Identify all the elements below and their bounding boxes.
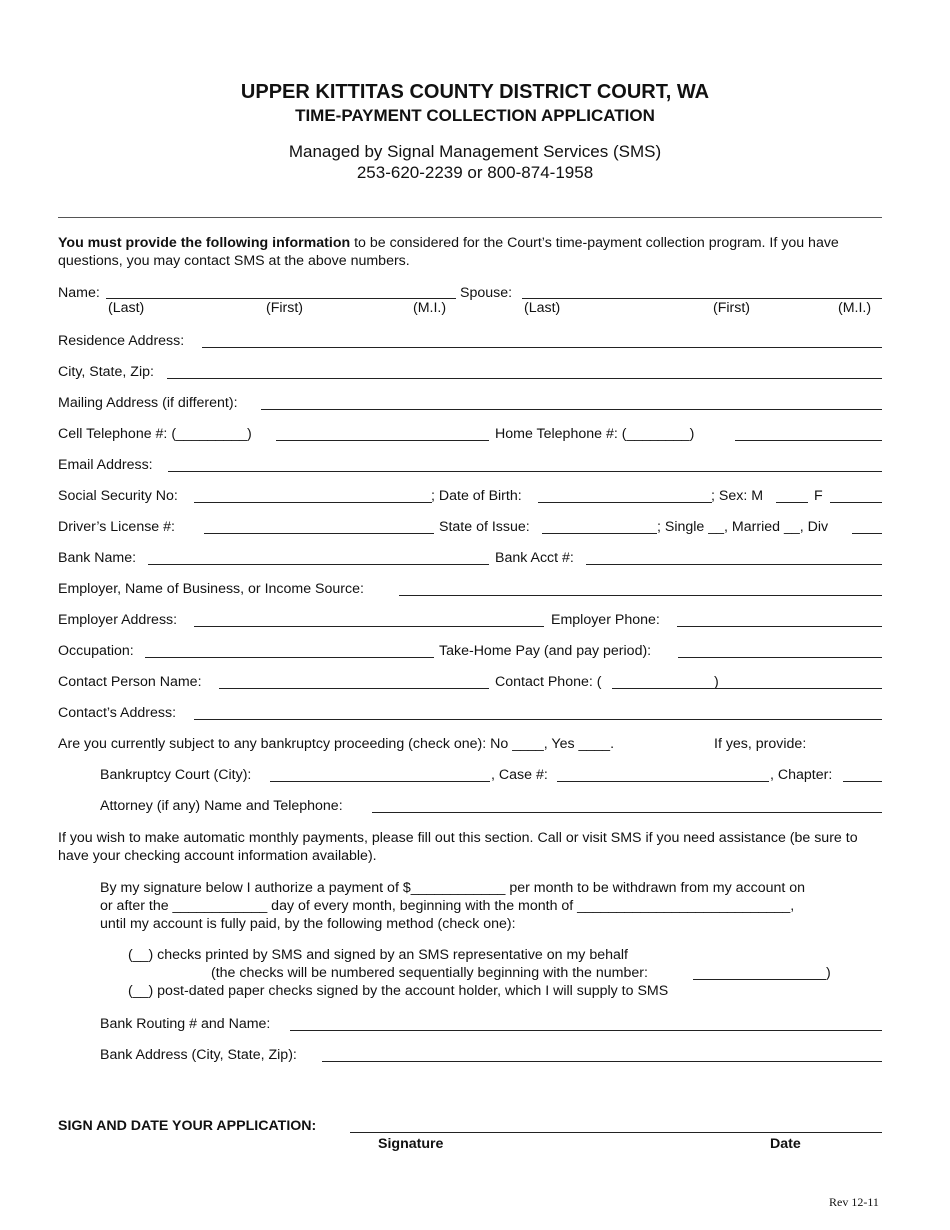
case-label: , Case #: xyxy=(491,767,548,783)
method-option-sms-checks[interactable]: (__) checks printed by SMS and signed by an SMS representative on my behalf xyxy=(128,947,628,963)
signature-field[interactable] xyxy=(350,1132,882,1133)
take-home-label: Take-Home Pay (and pay period): xyxy=(439,643,652,659)
ssn-field[interactable] xyxy=(194,502,432,503)
intro-paragraph xyxy=(58,234,884,270)
bk-court-field[interactable] xyxy=(270,781,490,782)
employer-label: Employer, Name of Business, or Income Source: xyxy=(58,581,364,597)
form-title: TIME-PAYMENT COLLECTION APPLICATION xyxy=(295,106,655,125)
auth-line-2: or after the ____________ day of every month, beginning with the month of ___________________________, xyxy=(100,898,795,914)
contact-phone-label: Contact Phone: ( xyxy=(495,674,602,690)
sex-m-field[interactable] xyxy=(776,502,808,503)
spouse-field[interactable] xyxy=(522,298,882,299)
name-field[interactable] xyxy=(106,298,456,299)
method-option-post-dated[interactable]: (__) post-dated paper checks signed by the account holder, which I will supply to SMS xyxy=(128,983,669,999)
bank-name-label: Bank Name: xyxy=(58,550,137,566)
employer-address-label: Employer Address: xyxy=(58,612,178,628)
residence-field[interactable] xyxy=(202,347,882,348)
auto-pay-intro: If you wish to make automatic monthly payments, please fill out this section. Call or visit SMS if you need assistance (be sure to have your checking account information available). xyxy=(58,830,858,864)
name-label: Name: xyxy=(58,285,100,301)
if-yes-label: If yes, provide: xyxy=(714,736,807,752)
employer-phone-label: Employer Phone: xyxy=(551,612,660,628)
revision-label: Rev 12-11 xyxy=(829,1195,879,1209)
employer-phone-field[interactable] xyxy=(677,626,882,627)
employer-address-field[interactable] xyxy=(194,626,544,627)
home-phone-label: Home Telephone #: (________) xyxy=(495,426,695,442)
spouse-label: Spouse: xyxy=(460,285,513,301)
mailing-label: Mailing Address (if different): xyxy=(58,395,238,411)
dob-label: ; Date of Birth: xyxy=(431,488,522,504)
spouse-last-caption: (Last) xyxy=(524,300,561,316)
attorney-field[interactable] xyxy=(372,812,882,813)
bk-court-label: Bankruptcy Court (City): xyxy=(100,767,252,783)
contact-name-field[interactable] xyxy=(219,688,489,689)
home-phone-field[interactable] xyxy=(735,440,882,441)
date-caption: Date xyxy=(770,1136,801,1152)
contact-address-field[interactable] xyxy=(194,719,882,720)
email-label: Email Address: xyxy=(58,457,153,473)
spouse-mi-caption: (M.I.) xyxy=(838,300,872,316)
contact-phone-area-field[interactable] xyxy=(612,688,714,689)
occupation-label: Occupation: xyxy=(58,643,134,659)
dob-field[interactable] xyxy=(538,502,712,503)
chapter-label: , Chapter: xyxy=(770,767,833,783)
intro-bold: You must provide the following information xyxy=(58,235,351,251)
header-divider xyxy=(58,217,882,218)
contact-address-label: Contact’s Address: xyxy=(58,705,177,721)
name-first-caption: (First) xyxy=(266,300,304,316)
bank-acct-field[interactable] xyxy=(586,564,882,565)
mailing-field[interactable] xyxy=(261,409,882,410)
attorney-label: Attorney (if any) Name and Telephone: xyxy=(100,798,343,814)
bankruptcy-question: Are you currently subject to any bankruptcy proceeding (check one): No ____, Yes ____. xyxy=(58,736,615,752)
contact-phone-field[interactable] xyxy=(709,688,882,689)
ssn-label: Social Security No: xyxy=(58,488,178,504)
case-field[interactable] xyxy=(557,781,769,782)
residence-label: Residence Address: xyxy=(58,333,185,349)
marital-div-field[interactable] xyxy=(852,533,882,534)
starting-check-number-field[interactable] xyxy=(693,979,826,980)
sex-f-label: F xyxy=(814,488,823,504)
chapter-field[interactable] xyxy=(843,781,882,782)
method-option-note-close: ) xyxy=(826,965,831,981)
contact-name-label: Contact Person Name: xyxy=(58,674,202,690)
dl-label: Driver’s License #: xyxy=(58,519,175,535)
occupation-field[interactable] xyxy=(145,657,434,658)
auth-line-3: until my account is fully paid, by the following method (check one): xyxy=(100,916,516,932)
sign-prompt: SIGN AND DATE YOUR APPLICATION: xyxy=(58,1118,317,1134)
marital-label: ; Single __, Married __, Div xyxy=(657,519,829,535)
managed-by: Managed by Signal Management Services (SMS) xyxy=(288,142,662,161)
signature-caption: Signature xyxy=(378,1136,444,1152)
cell-label: Cell Telephone #: (_________) xyxy=(58,426,252,442)
bank-name-field[interactable] xyxy=(148,564,489,565)
dl-field[interactable] xyxy=(204,533,434,534)
contact-phone-paren: ) xyxy=(714,674,719,690)
city-label: City, State, Zip: xyxy=(58,364,154,380)
routing-label: Bank Routing # and Name: xyxy=(100,1016,271,1032)
cell-field[interactable] xyxy=(276,440,489,441)
sex-f-field[interactable] xyxy=(830,502,882,503)
bank-address-field[interactable] xyxy=(322,1061,882,1062)
bank-address-label: Bank Address (City, State, Zip): xyxy=(100,1047,297,1063)
sex-label: ; Sex: M xyxy=(711,488,764,504)
name-mi-caption: (M.I.) xyxy=(413,300,447,316)
state-issue-label: State of Issue: xyxy=(439,519,530,535)
method-option-note: (the checks will be numbered sequentially beginning with the number: xyxy=(211,965,648,981)
name-last-caption: (Last) xyxy=(108,300,145,316)
contact-phones: 253-620-2239 or 800-874-1958 xyxy=(356,163,594,182)
state-issue-field[interactable] xyxy=(542,533,657,534)
bank-acct-label: Bank Acct #: xyxy=(495,550,574,566)
intro-rest: to be considered for the Court’s time-payment collection program. If you have questions, you may contact SMS at the above numbers. xyxy=(58,235,839,269)
email-field[interactable] xyxy=(168,471,882,472)
employer-field[interactable] xyxy=(399,595,882,596)
city-field[interactable] xyxy=(167,378,882,379)
routing-field[interactable] xyxy=(290,1030,882,1031)
auth-line-1: By my signature below I authorize a payment of $____________ per month to be withdrawn from my account on xyxy=(100,880,806,896)
court-title: UPPER KITTITAS COUNTY DISTRICT COURT, WA xyxy=(240,81,710,103)
spouse-first-caption: (First) xyxy=(713,300,751,316)
take-home-field[interactable] xyxy=(678,657,882,658)
